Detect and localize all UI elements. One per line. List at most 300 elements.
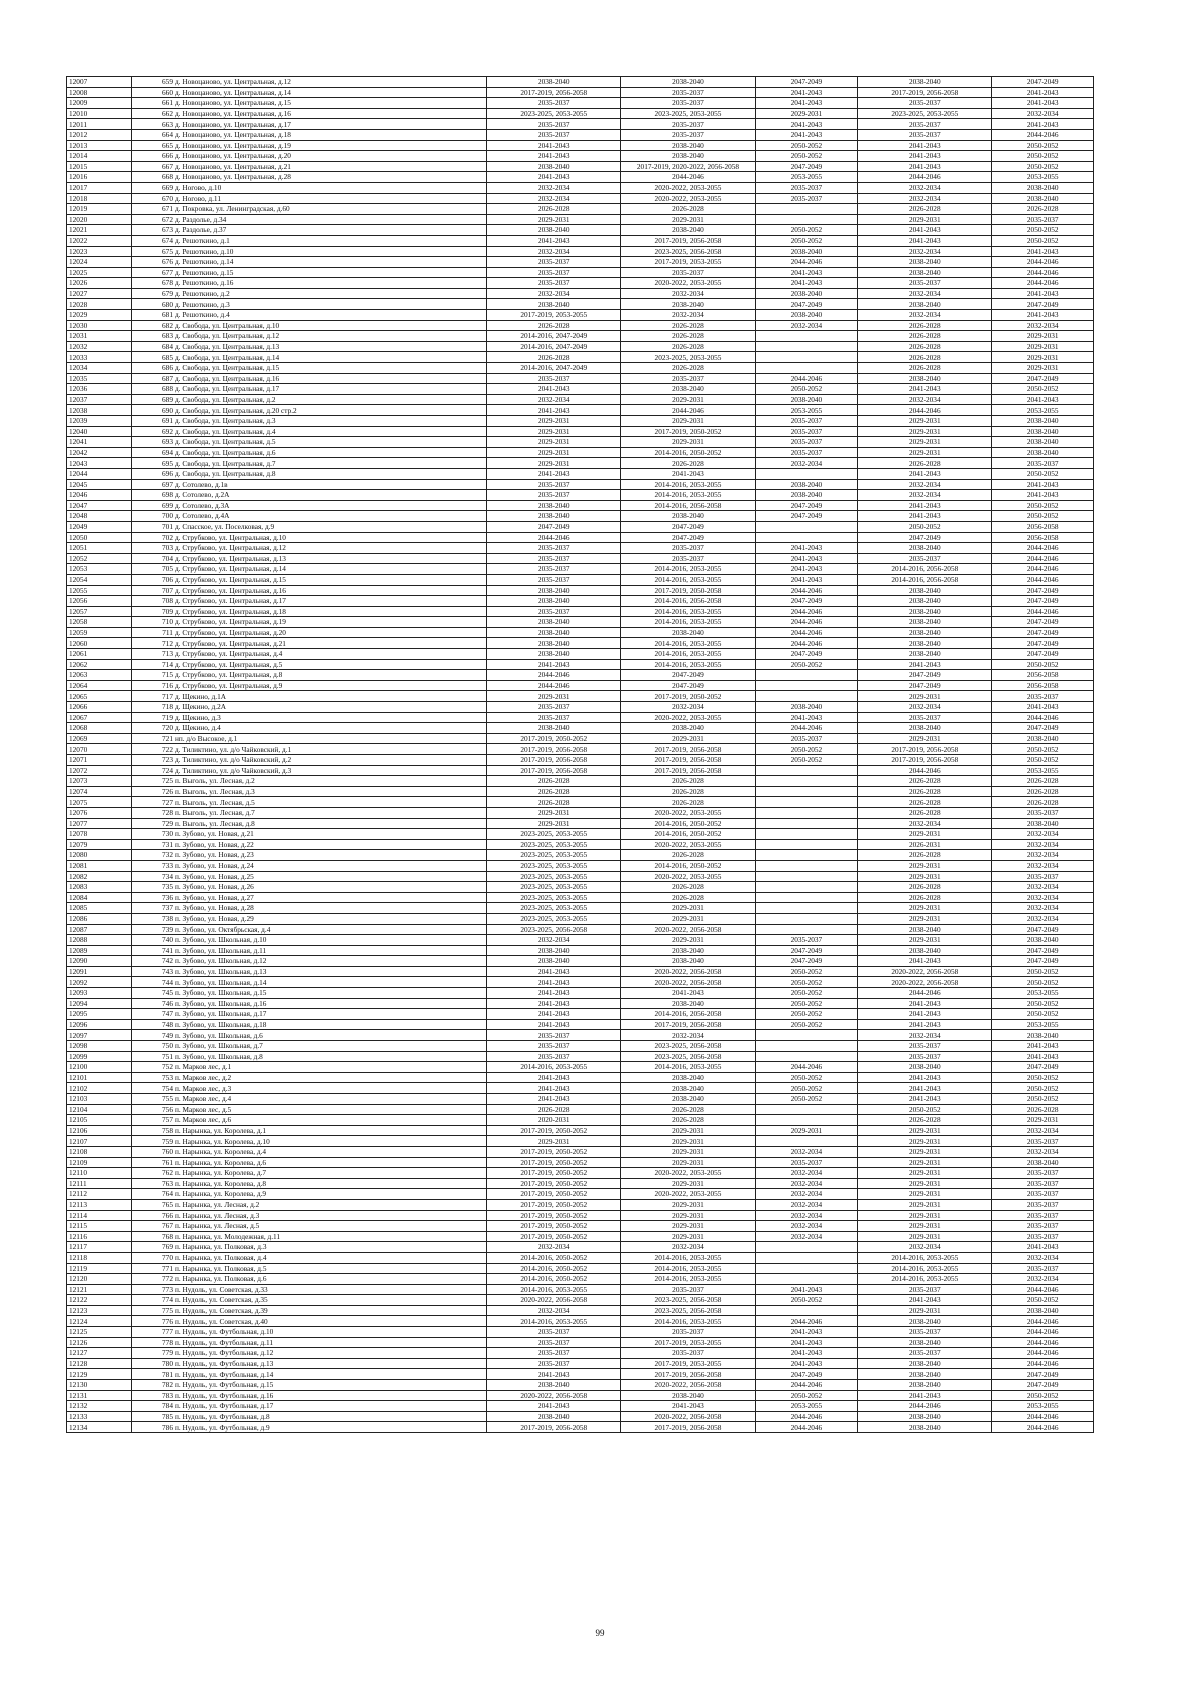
period-cell-2: 2014-2016, 2053-2055 — [621, 479, 755, 490]
registry-number-cell: 12122 — [67, 1295, 132, 1306]
period-cell-2: 2014-2016, 2050-2052 — [621, 447, 755, 458]
registry-number-cell: 12025 — [67, 267, 132, 278]
item-number-cell: 702 — [142, 532, 174, 543]
period-cell-2: 2014-2016, 2050-2052 — [621, 829, 755, 840]
period-cell-2: 2038-2040 — [621, 511, 755, 522]
table-row — [67, 1072, 1094, 1083]
period-cell-5: 2047-2049 — [992, 638, 1094, 649]
table-row — [67, 490, 1094, 501]
spacer-cell — [132, 405, 142, 416]
period-cell-4: 2026-2028 — [858, 786, 992, 797]
period-cell-1: 2026-2028 — [487, 786, 621, 797]
period-cell-3: 2041-2043 — [755, 267, 858, 278]
period-cell-5: 2038-2040 — [992, 733, 1094, 744]
address-cell: д. Свобода, ул. Центральная, д.13 — [174, 341, 487, 352]
page-number: 99 — [595, 1628, 605, 1638]
item-number-cell: 691 — [142, 416, 174, 427]
registry-number-cell: 12068 — [67, 723, 132, 734]
period-cell-2: 2026-2028 — [621, 1104, 755, 1115]
period-cell-3: 2050-2052 — [755, 998, 858, 1009]
item-number-cell: 705 — [142, 564, 174, 575]
item-number-cell: 717 — [142, 691, 174, 702]
period-cell-4: 2044-2046 — [858, 405, 992, 416]
spacer-cell — [132, 913, 142, 924]
address-cell: п. Нарынка, ул. Королева, д.9 — [174, 1189, 487, 1200]
spacer-cell — [132, 945, 142, 956]
period-cell-4: 2032-2034 — [858, 702, 992, 713]
table-row — [67, 776, 1094, 787]
table-row — [67, 1422, 1094, 1433]
period-cell-5: 2053-2055 — [992, 988, 1094, 999]
table-row — [67, 479, 1094, 490]
period-cell-5: 2047-2049 — [992, 1062, 1094, 1073]
period-cell-4: 2050-2052 — [858, 521, 992, 532]
registry-number-cell: 12011 — [67, 119, 132, 130]
period-cell-5: 2032-2034 — [992, 860, 1094, 871]
item-number-cell: 701 — [142, 521, 174, 532]
period-cell-1: 2023-2025, 2053-2055 — [487, 839, 621, 850]
period-cell-4: 2014-2016, 2053-2055 — [858, 1263, 992, 1274]
registry-number-cell: 12018 — [67, 193, 132, 204]
address-cell: п. Марков лес, д.6 — [174, 1115, 487, 1126]
item-number-cell: 752 — [142, 1062, 174, 1073]
period-cell-1: 2023-2025, 2053-2055 — [487, 860, 621, 871]
registry-number-cell: 12049 — [67, 521, 132, 532]
address-cell: д. Новоцаново, ул. Центральная, д.12 — [174, 77, 487, 88]
spacer-cell — [132, 172, 142, 183]
period-cell-5: 2047-2049 — [992, 1380, 1094, 1391]
spacer-cell — [132, 807, 142, 818]
period-cell-4: 2029-2031 — [858, 214, 992, 225]
period-cell-2: 2017-2019, 2053-2055 — [621, 257, 755, 268]
item-number-cell: 725 — [142, 776, 174, 787]
period-cell-4: 2038-2040 — [858, 1369, 992, 1380]
period-cell-5: 2050-2052 — [992, 1390, 1094, 1401]
period-cell-2: 2044-2046 — [621, 405, 755, 416]
item-number-cell: 751 — [142, 1051, 174, 1062]
period-cell-2: 2023-2025, 2053-2055 — [621, 108, 755, 119]
period-cell-3 — [755, 776, 858, 787]
period-cell-3: 2044-2046 — [755, 723, 858, 734]
period-cell-2: 2035-2037 — [621, 373, 755, 384]
period-cell-1: 2017-2019, 2056-2058 — [487, 765, 621, 776]
period-cell-5: 2035-2037 — [992, 1199, 1094, 1210]
period-cell-5: 2041-2043 — [992, 1041, 1094, 1052]
spacer-cell — [132, 871, 142, 882]
registry-number-cell: 12021 — [67, 225, 132, 236]
period-cell-3 — [755, 1051, 858, 1062]
period-cell-5: 2035-2037 — [992, 1178, 1094, 1189]
period-cell-2: 2047-2049 — [621, 680, 755, 691]
item-number-cell: 754 — [142, 1083, 174, 1094]
period-cell-5: 2050-2052 — [992, 977, 1094, 988]
period-cell-2: 2029-2031 — [621, 1221, 755, 1232]
table-row — [67, 1231, 1094, 1242]
item-number-cell: 773 — [142, 1284, 174, 1295]
address-cell: п. Зубово, ул. Октябрьская, д.4 — [174, 924, 487, 935]
period-cell-4: 2035-2037 — [858, 1284, 992, 1295]
spacer-cell — [132, 988, 142, 999]
period-cell-2: 2035-2037 — [621, 87, 755, 98]
period-cell-1: 2041-2043 — [487, 988, 621, 999]
spacer-cell — [132, 1422, 142, 1433]
table-row — [67, 882, 1094, 893]
period-cell-3: 2044-2046 — [755, 373, 858, 384]
period-cell-2: 2020-2022, 2053-2055 — [621, 712, 755, 723]
item-number-cell: 756 — [142, 1104, 174, 1115]
period-cell-2: 2014-2016, 2053-2055 — [621, 659, 755, 670]
address-cell: п. Нудоль, ул. Советская, д.35 — [174, 1295, 487, 1306]
spacer-cell — [132, 765, 142, 776]
registry-number-cell: 12037 — [67, 394, 132, 405]
period-cell-4: 2044-2046 — [858, 172, 992, 183]
period-cell-2: 2014-2016, 2056-2058 — [621, 596, 755, 607]
item-number-cell: 726 — [142, 786, 174, 797]
item-number-cell: 775 — [142, 1305, 174, 1316]
period-cell-1: 2014-2016, 2050-2052 — [487, 1263, 621, 1274]
period-cell-5: 2026-2028 — [992, 1104, 1094, 1115]
period-cell-1: 2038-2040 — [487, 723, 621, 734]
period-cell-1: 2038-2040 — [487, 638, 621, 649]
period-cell-2: 2023-2025, 2056-2058 — [621, 1051, 755, 1062]
spacer-cell — [132, 77, 142, 88]
period-cell-4: 2038-2040 — [858, 1337, 992, 1348]
address-cell: п. Зубово, ул. Школьная, д.8 — [174, 1051, 487, 1062]
registry-number-cell: 12063 — [67, 670, 132, 681]
item-number-cell: 749 — [142, 1030, 174, 1041]
spacer-cell — [132, 193, 142, 204]
period-cell-3: 2041-2043 — [755, 278, 858, 289]
registry-number-cell: 12034 — [67, 363, 132, 374]
period-cell-4: 2026-2028 — [858, 320, 992, 331]
registry-number-cell: 12067 — [67, 712, 132, 723]
registry-number-cell: 12092 — [67, 977, 132, 988]
item-number-cell: 688 — [142, 384, 174, 395]
period-cell-3 — [755, 204, 858, 215]
period-cell-1: 2026-2028 — [487, 320, 621, 331]
period-cell-5: 2050-2052 — [992, 1072, 1094, 1083]
period-cell-4: 2029-2031 — [858, 829, 992, 840]
registry-number-cell: 12111 — [67, 1178, 132, 1189]
period-cell-4: 2041-2043 — [858, 1094, 992, 1105]
address-cell: д. Решоткино, д.14 — [174, 257, 487, 268]
registry-number-cell: 12110 — [67, 1168, 132, 1179]
period-cell-2: 2020-2022, 2056-2058 — [621, 1380, 755, 1391]
period-cell-3: 2041-2043 — [755, 564, 858, 575]
registry-number-cell: 12036 — [67, 384, 132, 395]
table-row — [67, 394, 1094, 405]
period-cell-2: 2038-2040 — [621, 77, 755, 88]
spacer-cell — [132, 1051, 142, 1062]
period-cell-4: 2026-2028 — [858, 1115, 992, 1126]
item-number-cell: 714 — [142, 659, 174, 670]
period-cell-4: 2038-2040 — [858, 617, 992, 628]
registry-number-cell: 12120 — [67, 1274, 132, 1285]
item-number-cell: 729 — [142, 818, 174, 829]
period-cell-1: 2029-2031 — [487, 818, 621, 829]
registry-number-cell: 12041 — [67, 437, 132, 448]
spacer-cell — [132, 627, 142, 638]
address-cell: д. Спасское, ул. Поселковая, д.9 — [174, 521, 487, 532]
period-cell-4: 2044-2046 — [858, 988, 992, 999]
period-cell-1: 2035-2037 — [487, 1051, 621, 1062]
table-row — [67, 1369, 1094, 1380]
registry-number-cell: 12105 — [67, 1115, 132, 1126]
period-cell-2: 2020-2022, 2056-2058 — [621, 977, 755, 988]
table-row — [67, 1274, 1094, 1285]
period-cell-4: 2041-2043 — [858, 140, 992, 151]
period-cell-3 — [755, 850, 858, 861]
registry-number-cell: 12099 — [67, 1051, 132, 1062]
table-row — [67, 405, 1094, 416]
address-cell: д. Свобода, ул. Центральная, д.7 — [174, 458, 487, 469]
period-cell-4: 2041-2043 — [858, 468, 992, 479]
period-cell-5: 2032-2034 — [992, 850, 1094, 861]
table-row — [67, 913, 1094, 924]
item-number-cell: 681 — [142, 310, 174, 321]
item-number-cell: 731 — [142, 839, 174, 850]
period-cell-3: 2047-2049 — [755, 77, 858, 88]
period-cell-1: 2035-2037 — [487, 1337, 621, 1348]
address-cell: д. Щекино, д.1А — [174, 691, 487, 702]
item-number-cell: 771 — [142, 1263, 174, 1274]
table-row — [67, 1030, 1094, 1041]
period-cell-2: 2026-2028 — [621, 1115, 755, 1126]
period-cell-4: 2038-2040 — [858, 1380, 992, 1391]
item-number-cell: 686 — [142, 363, 174, 374]
period-cell-1: 2029-2031 — [487, 1136, 621, 1147]
period-cell-5: 2056-2058 — [992, 532, 1094, 543]
table-row — [67, 267, 1094, 278]
period-cell-2: 2017-2019, 2056-2058 — [621, 744, 755, 755]
spacer-cell — [132, 892, 142, 903]
period-cell-2: 2035-2037 — [621, 1327, 755, 1338]
period-cell-5: 2050-2052 — [992, 140, 1094, 151]
period-cell-5: 2050-2052 — [992, 511, 1094, 522]
spacer-cell — [132, 839, 142, 850]
item-number-cell: 676 — [142, 257, 174, 268]
table-row — [67, 225, 1094, 236]
period-cell-1: 2017-2019, 2056-2058 — [487, 755, 621, 766]
address-cell: д. Свобода, ул. Центральная, д.15 — [174, 363, 487, 374]
period-cell-1: 2017-2019, 2050-2052 — [487, 1221, 621, 1232]
registry-number-cell: 12013 — [67, 140, 132, 151]
period-cell-4: 2032-2034 — [858, 246, 992, 257]
registry-number-cell: 12060 — [67, 638, 132, 649]
registry-number-cell: 12042 — [67, 447, 132, 458]
table-row — [67, 966, 1094, 977]
period-cell-4: 2038-2040 — [858, 649, 992, 660]
table-row — [67, 1125, 1094, 1136]
period-cell-3: 2047-2049 — [755, 161, 858, 172]
period-cell-2: 2017-2019, 2050-2052 — [621, 691, 755, 702]
period-cell-4: 2029-2031 — [858, 860, 992, 871]
period-cell-2: 2029-2031 — [621, 214, 755, 225]
registry-number-cell: 12039 — [67, 416, 132, 427]
registry-number-cell: 12093 — [67, 988, 132, 999]
period-cell-2: 2029-2031 — [621, 1136, 755, 1147]
period-cell-4: 2038-2040 — [858, 627, 992, 638]
period-cell-3: 2044-2046 — [755, 1062, 858, 1073]
period-cell-3: 2032-2034 — [755, 1221, 858, 1232]
item-number-cell: 683 — [142, 331, 174, 342]
period-cell-4: 2029-2031 — [858, 1210, 992, 1221]
table-row — [67, 437, 1094, 448]
period-cell-1: 2017-2019, 2050-2052 — [487, 1199, 621, 1210]
item-number-cell: 722 — [142, 744, 174, 755]
period-cell-1: 2035-2037 — [487, 712, 621, 723]
address-cell: д. Свобода, ул. Центральная, д.8 — [174, 468, 487, 479]
item-number-cell: 706 — [142, 574, 174, 585]
registry-number-cell: 12134 — [67, 1422, 132, 1433]
address-cell: д. Струбково, ул. Центральная, д.13 — [174, 553, 487, 564]
address-cell: д. Решоткино, д.1 — [174, 235, 487, 246]
period-cell-4: 2035-2037 — [858, 712, 992, 723]
registry-number-cell: 12029 — [67, 310, 132, 321]
period-cell-4: 2038-2040 — [858, 267, 992, 278]
address-cell: п. Зубово, ул. Школьная, д.13 — [174, 966, 487, 977]
period-cell-4: 2038-2040 — [858, 638, 992, 649]
period-cell-4: 2029-2031 — [858, 733, 992, 744]
address-cell: д. Решоткино, д.4 — [174, 310, 487, 321]
item-number-cell: 760 — [142, 1146, 174, 1157]
period-cell-4: 2026-2028 — [858, 807, 992, 818]
period-cell-5: 2050-2052 — [992, 966, 1094, 977]
period-cell-4: 2035-2037 — [858, 129, 992, 140]
period-cell-2: 2029-2031 — [621, 394, 755, 405]
period-cell-3: 2053-2055 — [755, 172, 858, 183]
period-cell-3: 2044-2046 — [755, 1316, 858, 1327]
item-number-cell: 744 — [142, 977, 174, 988]
spacer-cell — [132, 267, 142, 278]
spacer-cell — [132, 204, 142, 215]
registry-number-cell: 12035 — [67, 373, 132, 384]
table-row — [67, 1146, 1094, 1157]
period-cell-1: 2014-2016, 2053-2055 — [487, 1284, 621, 1295]
table-row — [67, 818, 1094, 829]
period-cell-1: 2038-2040 — [487, 511, 621, 522]
period-cell-3: 2050-2052 — [755, 1295, 858, 1306]
registry-number-cell: 12079 — [67, 839, 132, 850]
period-cell-3 — [755, 892, 858, 903]
item-number-cell: 741 — [142, 945, 174, 956]
registry-number-cell: 12096 — [67, 1019, 132, 1030]
period-cell-5: 2041-2043 — [992, 1051, 1094, 1062]
address-cell: д. Сотолево, д.2А — [174, 490, 487, 501]
item-number-cell: 665 — [142, 140, 174, 151]
period-cell-1: 2041-2043 — [487, 405, 621, 416]
period-cell-2: 2038-2040 — [621, 1094, 755, 1105]
period-cell-5: 2038-2040 — [992, 1305, 1094, 1316]
spacer-cell — [132, 341, 142, 352]
period-cell-2: 2017-2019, 2056-2058 — [621, 1369, 755, 1380]
table-row — [67, 564, 1094, 575]
spacer-cell — [132, 1199, 142, 1210]
period-cell-2: 2038-2040 — [621, 225, 755, 236]
period-cell-4: 2026-2028 — [858, 352, 992, 363]
spacer-cell — [132, 850, 142, 861]
period-cell-1: 2032-2034 — [487, 193, 621, 204]
period-cell-5: 2047-2049 — [992, 77, 1094, 88]
period-cell-5: 2050-2052 — [992, 161, 1094, 172]
table-row — [67, 1221, 1094, 1232]
item-number-cell: 783 — [142, 1390, 174, 1401]
period-cell-4: 2038-2040 — [858, 596, 992, 607]
registry-number-cell: 12104 — [67, 1104, 132, 1115]
address-cell: п. Зубово, ул. Школьная, д.10 — [174, 935, 487, 946]
period-cell-4: 2032-2034 — [858, 1030, 992, 1041]
period-cell-4: 2041-2043 — [858, 1009, 992, 1020]
period-cell-3 — [755, 1242, 858, 1253]
registry-number-cell: 12106 — [67, 1125, 132, 1136]
address-cell: д. Раздолье, д.37 — [174, 225, 487, 236]
item-number-cell: 698 — [142, 490, 174, 501]
period-cell-4: 2029-2031 — [858, 437, 992, 448]
address-cell: д. Струбково, ул. Центральная, д.5 — [174, 659, 487, 670]
spacer-cell — [132, 500, 142, 511]
registry-number-cell: 12054 — [67, 574, 132, 585]
address-cell: д. Свобода, ул. Центральная, д.3 — [174, 416, 487, 427]
item-number-cell: 709 — [142, 606, 174, 617]
period-cell-4: 2041-2043 — [858, 1083, 992, 1094]
period-cell-3: 2047-2049 — [755, 956, 858, 967]
registry-number-cell: 12052 — [67, 553, 132, 564]
period-cell-5: 2050-2052 — [992, 235, 1094, 246]
period-cell-4: 2038-2040 — [858, 1316, 992, 1327]
period-cell-3: 2038-2040 — [755, 490, 858, 501]
item-number-cell: 718 — [142, 702, 174, 713]
period-cell-5: 2041-2043 — [992, 87, 1094, 98]
period-cell-3: 2041-2043 — [755, 1327, 858, 1338]
period-cell-4: 2035-2037 — [858, 1051, 992, 1062]
period-cell-5: 2026-2028 — [992, 204, 1094, 215]
registry-number-cell: 12114 — [67, 1210, 132, 1221]
address-cell: д. Струбково, ул. Центральная, д.18 — [174, 606, 487, 617]
address-cell: п. Нудоль, ул. Советская, д.40 — [174, 1316, 487, 1327]
period-cell-4: 2047-2049 — [858, 680, 992, 691]
period-cell-4: 2014-2016, 2056-2058 — [858, 574, 992, 585]
period-cell-4: 2032-2034 — [858, 490, 992, 501]
period-cell-2: 2014-2016, 2053-2055 — [621, 574, 755, 585]
period-cell-4: 2038-2040 — [858, 585, 992, 596]
registry-number-cell: 12075 — [67, 797, 132, 808]
period-cell-4: 2041-2043 — [858, 1390, 992, 1401]
address-cell: п. Нудоль, ул. Футбольная, д.11 — [174, 1337, 487, 1348]
period-cell-2: 2026-2028 — [621, 204, 755, 215]
period-cell-2: 2020-2022, 2056-2058 — [621, 924, 755, 935]
table-row — [67, 1115, 1094, 1126]
item-number-cell: 730 — [142, 829, 174, 840]
period-cell-4: 2014-2016, 2053-2055 — [858, 1274, 992, 1285]
item-number-cell: 747 — [142, 1009, 174, 1020]
period-cell-1: 2041-2043 — [487, 1369, 621, 1380]
period-cell-5: 2047-2049 — [992, 649, 1094, 660]
period-cell-3: 2044-2046 — [755, 606, 858, 617]
registry-number-cell: 12030 — [67, 320, 132, 331]
period-cell-3: 2035-2037 — [755, 193, 858, 204]
item-number-cell: 672 — [142, 214, 174, 225]
item-number-cell: 762 — [142, 1168, 174, 1179]
address-cell: п. Нарынка, ул. Молодежная, д.11 — [174, 1231, 487, 1242]
spacer-cell — [132, 574, 142, 585]
period-cell-3: 2044-2046 — [755, 1422, 858, 1433]
address-cell: д. Покровка, ул. Ленинградская, д.60 — [174, 204, 487, 215]
period-cell-2: 2029-2031 — [621, 935, 755, 946]
table-row — [67, 204, 1094, 215]
item-number-cell: 779 — [142, 1348, 174, 1359]
period-cell-2: 2020-2022, 2056-2058 — [621, 966, 755, 977]
period-cell-2: 2020-2022, 2053-2055 — [621, 1189, 755, 1200]
